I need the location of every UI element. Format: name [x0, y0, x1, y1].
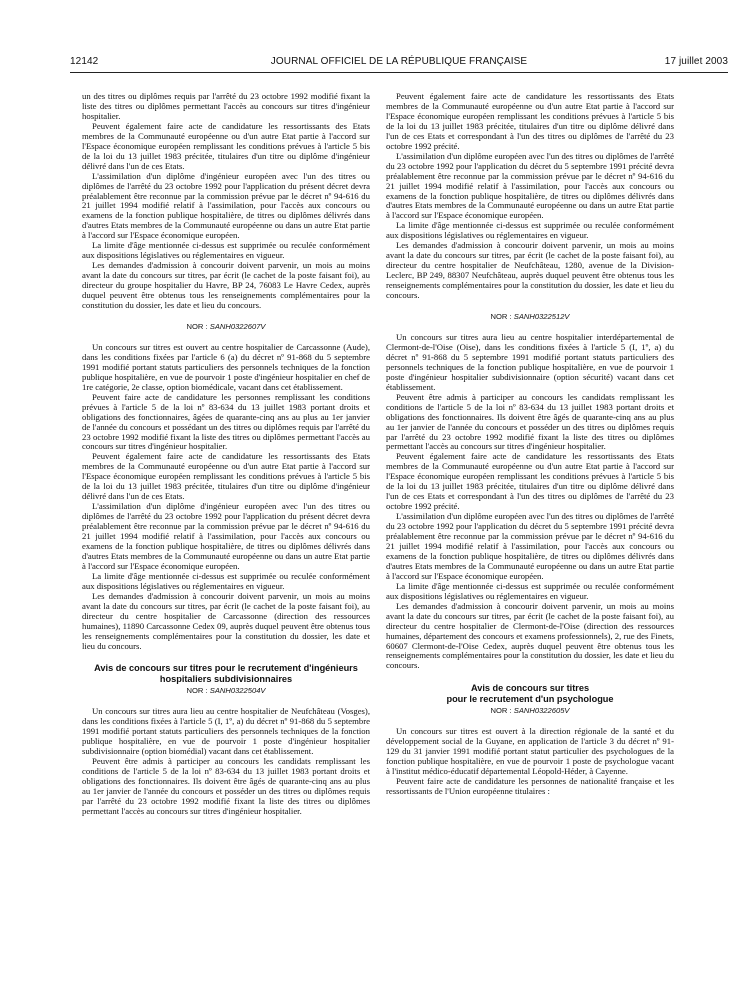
paragraph: L'assimilation d'un diplôme d'ingénieur européen avec l'un des titres ou diplômes de l'arrêté du 23 octobre 1992 pour l'application du présent décret devra préalablement être reconnue par la commission prévue par le décret nº 94-616 du 21 juillet 1994 modifié relatif à l'assimilation, pour l'accès aux concours ou examens de la fonction publique hospitalière, de titres ou diplômes délivrés dans d'autres Etats membres de la Communauté européenne ou dans un autre Etat partie à l'accord sur l'Espace économique européen.	[82, 501, 370, 571]
paragraph: Peuvent faire acte de candidature les personnes de nationalité française et les ressortissants de l'Union européenne titulaires :	[386, 775, 674, 796]
nor-code: SANH0322605V	[513, 706, 570, 716]
paragraph: La limite d'âge mentionnée ci-dessus est supprimée ou reculée conformément aux dispositions législatives ou réglementaires en vigueur.	[386, 220, 674, 241]
right-column	[386, 92, 674, 797]
paragraph: un des titres ou diplômes requis par l'arrêté du 23 octobre 1992 modifié fixant la liste des titres ou diplômes permettant l'accès au concours sur titres d'ingénieur hospitalier.	[82, 91, 370, 121]
page-number: 12142	[70, 56, 99, 67]
paragraph: Peuvent également faire acte de candidature les ressortissants des Etats membres de la Communauté européenne ou d'un autre Etat partie à l'accord sur l'Espace économique européen remplissant les conditions prévues à l'article 5 bis de la loi du 13 juillet 1983 précitée, titulaires d'un titre ou diplôme délivré dans l'un de ces Etats et correspondant à l'un des titres ou diplômes de l'arrêté du 23 octobre 1992 précité.	[386, 451, 674, 512]
paragraph: La limite d'âge mentionnée ci-dessus est supprimée ou reculée conformément aux dispositions législatives ou réglementaires en vigueur.	[82, 240, 370, 261]
header-rule	[70, 72, 728, 73]
nor-label: NOR :	[490, 706, 512, 716]
paragraph: L'assimilation d'un diplôme d'ingénieur européen avec l'un des titres ou diplômes de l'arrêté du 23 octobre 1992 pour l'application du présent décret devra préalablement être reconnue par la commission prévue par le décret nº 94-616 du 21 juillet 1994 modifié relatif à l'assimilation, pour l'accès aux concours ou examens de la fonction publique hospitalière, de titres ou diplômes délivrés dans d'autres Etats membres de la Communauté européenne ou dans un autre Etat partie à l'accord sur l'Espace économique européen.	[82, 170, 370, 241]
paragraph: Peuvent également faire acte de candidature les ressortissants des Etats membres de la Communauté européenne ou d'un autre Etat partie à l'accord sur l'Espace économique européen remplissant les conditions prévues à l'article 5 bis de la loi du 13 juillet 1983 précitée, titulaires d'un titre ou diplôme d'ingénieur délivré dans l'un de ces Etats.	[82, 120, 370, 171]
issue-date: 17 juillet 2003	[664, 56, 728, 67]
journal-title: JOURNAL OFFICIEL DE LA RÉPUBLIQUE FRANÇAISE	[270, 56, 528, 67]
section-title-line: pour le recrutement d'un psychologue	[446, 693, 614, 704]
paragraph: La limite d'âge mentionnée ci-dessus est supprimée ou reculée conformément aux dispositions législatives ou réglementaires en vigueur.	[386, 580, 674, 601]
nor-reference	[82, 322, 370, 332]
left-column	[82, 92, 370, 817]
nor-code: SANH0322607V	[209, 321, 266, 331]
section-title: Avis de concours sur titres pour le recrutement d'ingénieurs hospitaliers subdivisionnaires	[94, 663, 358, 684]
paragraph: L'assimilation d'un diplôme européen avec l'un des titres ou diplômes de l'arrêté du 23 octobre 1992 pour l'application du décret du 5 septembre 1991 précité devra préalablement être reconnue par la commission prévue par le décret nº 94-616 du 21 juillet 1994 modifié relatif à l'assimilation, pour l'accès aux concours ou examens de la fonction publique hospitalière, de titres ou diplômes délivrés dans d'autres Etats membres de la Communauté européenne ou dans un autre Etat partie à l'accord sur l'Espace économique européen.	[386, 150, 674, 221]
nor-code: SANH0322504V	[209, 686, 266, 696]
nor-label: NOR :	[186, 321, 208, 331]
paragraph: Peuvent également faire acte de candidature les ressortissants des Etats membres de la Communauté européenne ou d'un autre Etat partie à l'accord sur l'Espace économique européen remplissant les conditions prévues à l'article 5 bis de la loi du 13 juillet 1983 précitée, titulaires d'un titre ou diplôme d'ingénieur délivré dans l'un de ces Etats.	[82, 451, 370, 502]
paragraph: Les demandes d'admission à concourir doivent parvenir, un mois au moins avant la date du concours sur titres, par écrit (le cachet de la poste faisant foi), au directeur du centre hospitalier de Carcassonne (direction des ressources humaines), 11890 Carcassonne Cedex 09, auprès duquel peuvent être obtenus tous les renseignements complémentaires pour la constitution du dossier, les date et lieu du concours.	[82, 590, 370, 651]
paragraph: Peuvent également faire acte de candidature les ressortissants des Etats membres de la Communauté européenne ou d'un autre Etat partie à l'accord sur l'Espace économique européen remplissant les conditions prévues à l'article 5 bis de la loi du 13 juillet 1983 précitée, titulaires d'un titre ou diplôme délivré dans l'un de ces Etats et correspondant à l'un des titres ou diplômes de l'arrêté du 23 octobre 1992 précité.	[386, 91, 674, 151]
nor-reference	[386, 706, 674, 716]
page-header	[70, 56, 728, 72]
paragraph: Peuvent faire acte de candidature les personnes remplissant les conditions prévues à l'article 5 de la loi nº 83-634 du 13 juillet 1983 portant droits et obligations des fonctionnaires, âgées de quarante-cinq ans au plus au 1er janvier de l'année du concours et possédant un des titres ou diplômes requis par l'arrêté du 23 octobre 1992 modifié fixant la liste des titres ou diplômes permettant l'accès au concours sur titres d'ingénieur hospitalier.	[82, 391, 370, 452]
nor-code: SANH0322512V	[513, 312, 570, 322]
nor-label: NOR :	[490, 312, 512, 322]
paragraph: Un concours sur titres aura lieu au centre hospitalier interdépartemental de Clermont-de-l'Oise (Oise), dans les conditions fixées à l'article 5 (I, 1º, a) du décret nº 91-868 du 5 septembre 1991 modifié portant statuts particuliers des personnels techniques de la fonction publique hospitalière, en vue de pourvoir 1 poste d'ingénieur hospitalier subdivisionnaire (option sécurité) vacant dans cet établissement.	[386, 331, 674, 392]
nor-reference	[82, 686, 370, 696]
paragraph: Un concours sur titres aura lieu au centre hospitalier de Neufchâteau (Vosges), dans les conditions fixées à l'article 5 (I, 1º, a) du décret nº 91-868 du 5 septembre 1991 modifié portant statuts particuliers des personnels techniques de la fonction publique hospitalière, en vue de pourvoir 1 poste d'ingénieur hospitalier subdivisionnaire (option biomédial) vacant dans cet établissement.	[82, 706, 370, 757]
paragraph: Les demandes d'admission à concourir doivent parvenir, un mois au moins avant la date du concours sur titres, par écrit (le cachet de la poste faisant foi), au directeur du groupe hospitalier du Havre, BP 24, 76083 Le Havre Cedex, auprès duquel peuvent être obtenus tous les renseignements complémentaires pour la constitution du dossier, les date et lieu du concours.	[82, 260, 370, 311]
section-title	[386, 683, 674, 704]
paragraph: Un concours sur titres est ouvert à la direction régionale de la santé et du développement social de la Guyane, en application de l'article 3 du décret nº 91-129 du 31 janvier 1991 modifié portant statut particulier des psychologues de la fonction publique hospitalière, en vue de pourvoir 1 poste de psychologue vacant à l'institut médico-éducatif départemental Léopold-Héder, à Cayenne.	[386, 726, 674, 776]
nor-reference	[386, 312, 674, 322]
paragraph: Les demandes d'admission à concourir doivent parvenir, un mois au moins avant la date du concours sur titres, par écrit (le cachet de la poste faisant foi), au directeur du centre hospitalier de Clermont-de-l'Oise (direction des ressources humaines, département des concours et examens professionnels), 2, rue des Finets, 60607 Clermont-de-l'Oise Cedex, auprès duquel peuvent être obtenus tous les renseignements complémentaires pour la constitution du dossier, les date et lieu du concours.	[386, 600, 674, 671]
paragraph: L'assimilation d'un diplôme européen avec l'un des titres ou diplômes de l'arrêté du 23 octobre 1992 pour l'application du décret du 5 septembre 1991 précité devra préalablement être reconnue par la commission prévue par le décret nº 94-616 du 21 juillet 1994 modifié relatif à l'assimilation, pour l'accès aux concours ou examens de la fonction publique hospitalière, de titres ou diplômes délivrés dans d'autres Etats membres de la Communauté européenne ou dans un autre Etat partie à l'accord sur l'Espace économique européen.	[386, 511, 674, 581]
nor-label: NOR :	[186, 686, 208, 696]
section-title-line: Avis de concours sur titres	[470, 683, 590, 694]
paragraph: Peuvent être admis à participer au concours les candidats remplissant les conditions de l'article 5 de la loi nº 83-634 du 13 juillet 1983 portant droits et obligations des fonctionnaires. Ils doivent être âgés de quarante-cinq ans au plus au 1er janvier de l'année du concours et posséder un des titres ou diplômes requis par l'arrêté du 23 octobre 1992 modifié fixant la liste des titres ou diplômes permettant l'accès au concours sur titres d'ingénieur hospitalier.	[82, 756, 370, 816]
paragraph: La limite d'âge mentionnée ci-dessus est supprimée ou reculée conformément aux dispositions législatives ou réglementaires en vigueur.	[82, 570, 370, 591]
paragraph: Un concours sur titres est ouvert au centre hospitalier de Carcassonne (Aude), dans les conditions fixées par l'article 6 (a) du décret nº 91-868 du 5 septembre 1991 modifié portant statuts particuliers des personnels techniques de la fonction publique hospitalière, en vue de pourvoir 1 poste d'ingénieur hospitalier en chef de 1re catégorie, 2e classe, option biomédicale, vacant dans cet établissement.	[82, 341, 370, 392]
paragraph: Peuvent être admis à participer au concours les candidats remplissant les conditions de l'article 5 de la loi nº 83-634 du 13 juillet 1983 portant droits et obligations des fonctionnaires. Ils doivent être âgés de quarante-cinq ans au plus au 1er janvier de l'année du concours et posséder un des titres ou diplômes requis par l'arrêté du 23 octobre 1992 modifié fixant la liste des titres ou diplômes permettant l'accès au concours sur titres d'ingénieur hospitalier.	[386, 391, 674, 452]
paragraph: Les demandes d'admission à concourir doivent parvenir, un mois au moins avant la date du concours sur titres, par écrit (le cachet de la poste faisant foi), au directeur du centre hospitalier de Neufchâteau, 1280, avenue de la Division-Leclerc, BP 249, 88307 Neufchâteau, auprès duquel peuvent être obtenus tous les renseignements complémentaires pour la constitution du dossier, les date et lieu du concours.	[386, 240, 674, 301]
